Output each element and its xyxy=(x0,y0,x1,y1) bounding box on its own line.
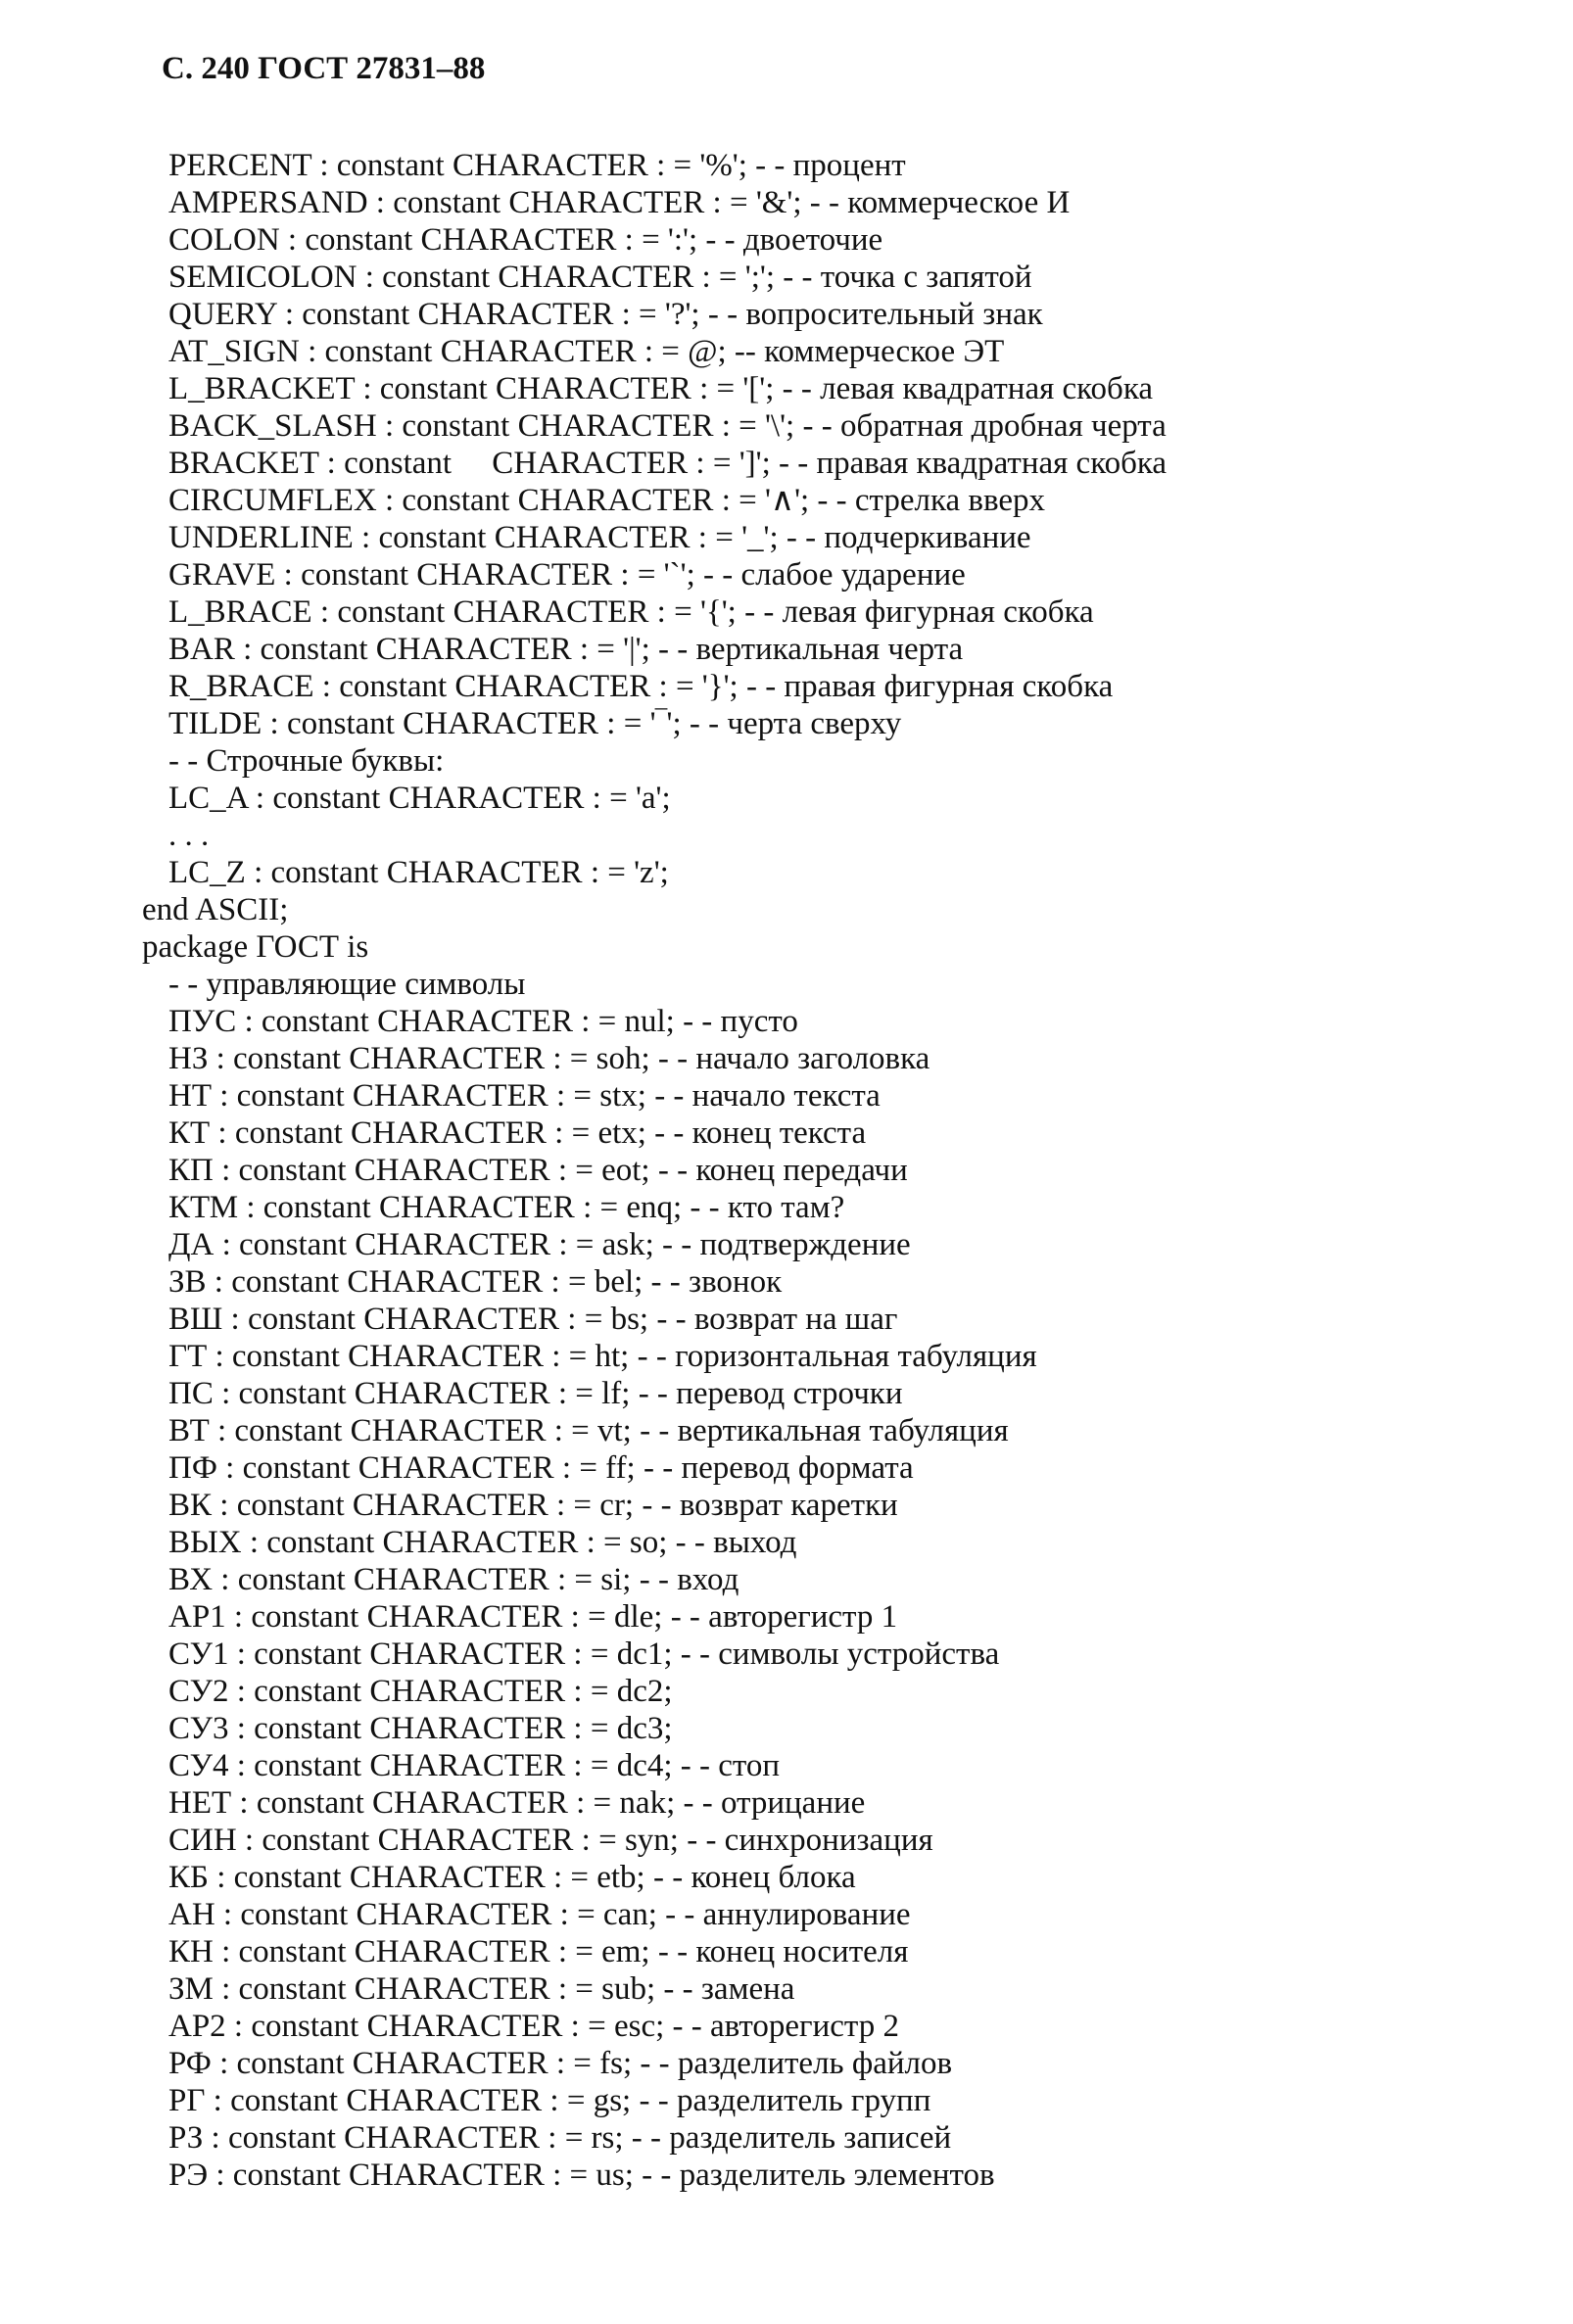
code-line: СУ2 : constant CHARACTER : = dc2; xyxy=(168,1674,673,1709)
code-line: СИН : constant CHARACTER : = syn; - - синхронизация xyxy=(168,1823,933,1858)
code-line: СУ3 : constant CHARACTER : = dc3; xyxy=(168,1711,673,1746)
code-line: АР2 : constant CHARACTER : = esc; - - авторегистр 2 xyxy=(168,2009,899,2044)
code-line: КН : constant CHARACTER : = em; - - конец носителя xyxy=(168,1934,909,1969)
code-line: LC_A : constant CHARACTER : = 'a'; xyxy=(168,781,671,816)
code-line: TILDE : constant CHARACTER : = '‾'; - - черта сверху xyxy=(168,706,902,741)
code-line: КТМ : constant CHARACTER : = enq; - - кто там? xyxy=(168,1190,845,1225)
code-line: НЗ : constant CHARACTER : = soh; - - начало заголовка xyxy=(168,1041,930,1076)
page-header: С. 240 ГОСТ 27831–88 xyxy=(162,51,486,86)
code-line: ВШ : constant CHARACTER : = bs; - - возврат на шаг xyxy=(168,1302,898,1337)
code-line: package ГОСТ is xyxy=(142,929,369,965)
code-line: PERCENT : constant CHARACTER : = '%'; - - процент xyxy=(168,148,906,183)
code-line: КБ : constant CHARACTER : = etb; - - конец блока xyxy=(168,1860,856,1895)
code-line: ВЫХ : constant CHARACTER : = so; - - выход xyxy=(168,1525,797,1560)
code-line: НЕТ : constant CHARACTER : = nak; - - отрицание xyxy=(168,1785,866,1821)
code-line: АН : constant CHARACTER : = can; - - аннулирование xyxy=(168,1897,911,1932)
code-line: GRAVE : constant CHARACTER : = '`'; - - слабое ударение xyxy=(168,557,966,593)
code-line: end ASCII; xyxy=(142,892,289,927)
code-line: QUERY : constant CHARACTER : = '?'; - - вопросительный знак xyxy=(168,297,1043,332)
code-line: ПС : constant CHARACTER : = lf; - - перевод строчки xyxy=(168,1376,903,1411)
code-line: КТ : constant CHARACTER : = etx; - - конец текста xyxy=(168,1115,867,1151)
code-line: ПФ : constant CHARACTER : = ff; - - перевод формата xyxy=(168,1450,914,1486)
code-line: L_BRACE : constant CHARACTER : = '{'; - - левая фигурная скобка xyxy=(168,594,1094,630)
code-line: R_BRACE : constant CHARACTER : = '}'; - - правая фигурная скобка xyxy=(168,669,1114,704)
code-line: ВТ : constant CHARACTER : = vt; - - вертикальная табуляция xyxy=(168,1413,1009,1448)
code-line: ДА : constant CHARACTER : = ask; - - подтверждение xyxy=(168,1227,911,1262)
code-line: ЗВ : constant CHARACTER : = bel; - - звонок xyxy=(168,1264,783,1300)
code-line: РГ : constant CHARACTER : = gs; - - разделитель групп xyxy=(168,2083,931,2118)
code-line: LC_Z : constant CHARACTER : = 'z'; xyxy=(168,855,669,890)
code-line: НТ : constant CHARACTER : = stx; - - начало текста xyxy=(168,1078,881,1114)
code-line: . . . xyxy=(168,818,210,853)
code-line: - - Строчные буквы: xyxy=(168,743,445,779)
code-line: АР1 : constant CHARACTER : = dle; - - авторегистр 1 xyxy=(168,1599,898,1635)
code-line: BRACKET : constant CHARACTER : = ']'; - - правая квадратная скобка xyxy=(168,446,1168,481)
code-line: КП : constant CHARACTER : = eot; - - конец передачи xyxy=(168,1153,908,1188)
code-line: SEMICOLON : constant CHARACTER : = ';'; - - точка с запятой xyxy=(168,260,1032,295)
code-line: AMPERSAND : constant CHARACTER : = '&'; - - коммерческое И xyxy=(168,185,1071,220)
code-line: - - управляющие символы xyxy=(168,967,526,1002)
code-line: СУ1 : constant CHARACTER : = dc1; - - символы устройства xyxy=(168,1636,1000,1672)
code-line: CIRCUMFLEX : constant CHARACTER : = '∧'; - - стрелка вверх xyxy=(168,483,1046,518)
code-line: СУ4 : constant CHARACTER : = dc4; - - стоп xyxy=(168,1748,781,1783)
code-listing xyxy=(0,147,1573,2194)
code-line: UNDERLINE : constant CHARACTER : = '_'; - - подчеркивание xyxy=(168,520,1031,555)
code-line: COLON : constant CHARACTER : = ':'; - - двоеточие xyxy=(168,222,883,258)
code-line: РЭ : constant CHARACTER : = us; - - разделитель элементов xyxy=(168,2158,995,2193)
code-line: ПУС : constant CHARACTER : = nul; - - пусто xyxy=(168,1004,798,1039)
code-line: ЗМ : constant CHARACTER : = sub; - - замена xyxy=(168,1971,795,2007)
code-line: ВХ : constant CHARACTER : = si; - - вход xyxy=(168,1562,739,1597)
code-line: BAR : constant CHARACTER : = '|'; - - вертикальная черта xyxy=(168,632,964,667)
code-line: РЗ : constant CHARACTER : = rs; - - разделитель записей xyxy=(168,2120,952,2156)
code-line: ГТ : constant CHARACTER : = ht; - - горизонтальная табуляция xyxy=(168,1339,1037,1374)
code-line: L_BRACKET : constant CHARACTER : = '['; - - левая квадратная скобка xyxy=(168,371,1154,406)
code-line: AT_SIGN : constant CHARACTER : = @; -- коммерческое ЭТ xyxy=(168,334,1005,369)
code-line: BACK_SLASH : constant CHARACTER : = '\'; - - обратная дробная черта xyxy=(168,408,1167,444)
code-line: РФ : constant CHARACTER : = fs; - - разделитель файлов xyxy=(168,2046,953,2081)
code-line: ВК : constant CHARACTER : = cr; - - возврат каретки xyxy=(168,1488,898,1523)
